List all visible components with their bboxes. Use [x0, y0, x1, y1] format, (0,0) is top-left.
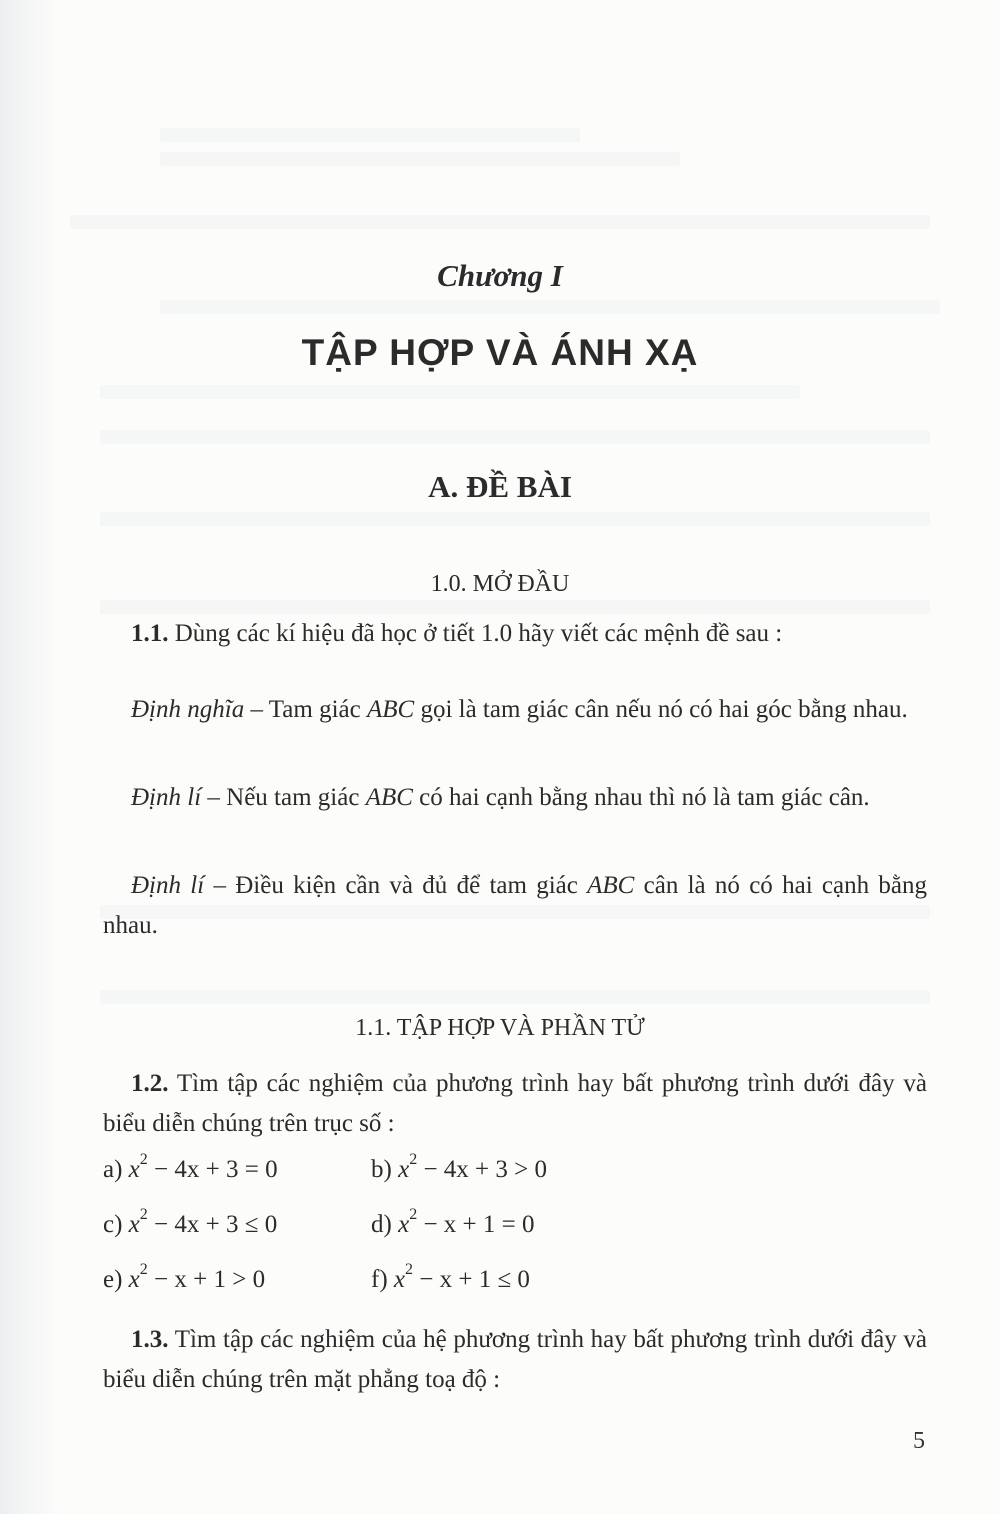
- variable: x: [128, 1266, 140, 1293]
- statement-text: có hai cạnh bằng nhau thì nó là tam giác cân.: [412, 784, 870, 811]
- exponent: 2: [139, 1261, 148, 1278]
- equation-item: [371, 1261, 639, 1294]
- variable: x: [398, 1156, 410, 1183]
- item-label: a): [103, 1156, 123, 1183]
- expression: − x + 1 = 0: [417, 1211, 535, 1238]
- statement-text: – Nếu tam giác: [201, 784, 366, 811]
- equation-row: [103, 1206, 639, 1239]
- exponent: 2: [139, 1151, 148, 1168]
- equation-item: [103, 1151, 371, 1184]
- bleed-through: [160, 128, 580, 142]
- bleed-through: [100, 990, 930, 1004]
- exercise-text: Tìm tập các nghiệm của phương trình hay bất phương trình dưới đây và biểu diễn chúng trên trục số :: [103, 1070, 927, 1137]
- bleed-through: [100, 600, 930, 614]
- equation-item: [103, 1206, 371, 1239]
- bleed-through: [100, 430, 930, 444]
- statement-definition: [103, 690, 927, 730]
- equation-item: [371, 1151, 639, 1184]
- bleed-through: [160, 152, 680, 166]
- page-edge-shadow: [0, 0, 60, 1514]
- bleed-through: [160, 300, 940, 314]
- exercise-number: 1.3.: [131, 1326, 169, 1353]
- bleed-through: [100, 512, 930, 526]
- statement-variable: ABC: [366, 696, 415, 723]
- item-label: e): [103, 1266, 123, 1293]
- statement-variable: ABC: [365, 784, 413, 811]
- variable: x: [128, 1156, 140, 1183]
- statement-text: gọi là tam giác cân nếu nó có hai góc bằng nhau.: [414, 696, 908, 723]
- variable: x: [128, 1211, 140, 1238]
- item-label: f): [371, 1266, 388, 1293]
- item-label: b): [371, 1156, 392, 1183]
- statement-text: cân là nó có hai cạnh bằng nhau.: [103, 872, 927, 939]
- bleed-through: [70, 215, 930, 229]
- subsection-title: 1.0. MỞ ĐẦU: [430, 571, 570, 597]
- expression: − 4x + 3 > 0: [417, 1156, 547, 1183]
- equation-row: [103, 1151, 639, 1184]
- statement-label: Định nghĩa: [131, 696, 245, 723]
- exercise-number: 1.2.: [131, 1070, 169, 1097]
- exponent: 2: [139, 1206, 148, 1223]
- expression: − 4x + 3 = 0: [147, 1156, 278, 1183]
- equation-item: [103, 1261, 371, 1294]
- statement-label: Định lí: [131, 872, 205, 899]
- page-number: 5: [913, 1428, 925, 1454]
- exercise-number: 1.1.: [131, 620, 169, 647]
- equation-item: [371, 1206, 639, 1239]
- exponent: 2: [405, 1261, 414, 1278]
- chapter-title: TẬP HỢP VÀ ÁNH XẠ: [301, 332, 699, 373]
- bleed-through: [100, 385, 800, 399]
- item-label: c): [103, 1211, 123, 1238]
- equation-row: [103, 1261, 639, 1294]
- statement-variable: ABC: [587, 872, 635, 899]
- statement-theorem: [103, 778, 927, 818]
- exponent: 2: [409, 1206, 418, 1223]
- item-label: d): [371, 1211, 392, 1238]
- exercise-text: Tìm tập các nghiệm của hệ phương trình hay bất phương trình dưới đây và biểu diễn chúng trên mặt phẳng toạ độ :: [103, 1326, 927, 1393]
- section-title: A. ĐỀ BÀI: [428, 469, 572, 504]
- chapter-label: Chương I: [437, 258, 563, 293]
- expression: − 4x + 3 ≤ 0: [147, 1211, 278, 1238]
- statement-theorem: [103, 866, 927, 946]
- exercise-text: Dùng các kí hiệu đã học ở tiết 1.0 hãy viết các mệnh đề sau :: [168, 620, 783, 647]
- statement-text: – Điều kiện cần và đủ để tam giác: [204, 872, 588, 899]
- exponent: 2: [409, 1151, 418, 1168]
- variable: x: [398, 1211, 410, 1238]
- statement-text: – Tam giác: [244, 696, 367, 723]
- exercise-1-3: [103, 1320, 927, 1400]
- exercise-1-1: [103, 614, 927, 654]
- statement-label: Định lí: [131, 784, 202, 811]
- variable: x: [393, 1266, 406, 1293]
- expression: − x + 1 > 0: [147, 1266, 266, 1293]
- expression: − x + 1 ≤ 0: [413, 1266, 530, 1293]
- exercise-1-2: [103, 1064, 927, 1144]
- subsection-title: 1.1. TẬP HỢP VÀ PHẦN TỬ: [355, 1015, 645, 1041]
